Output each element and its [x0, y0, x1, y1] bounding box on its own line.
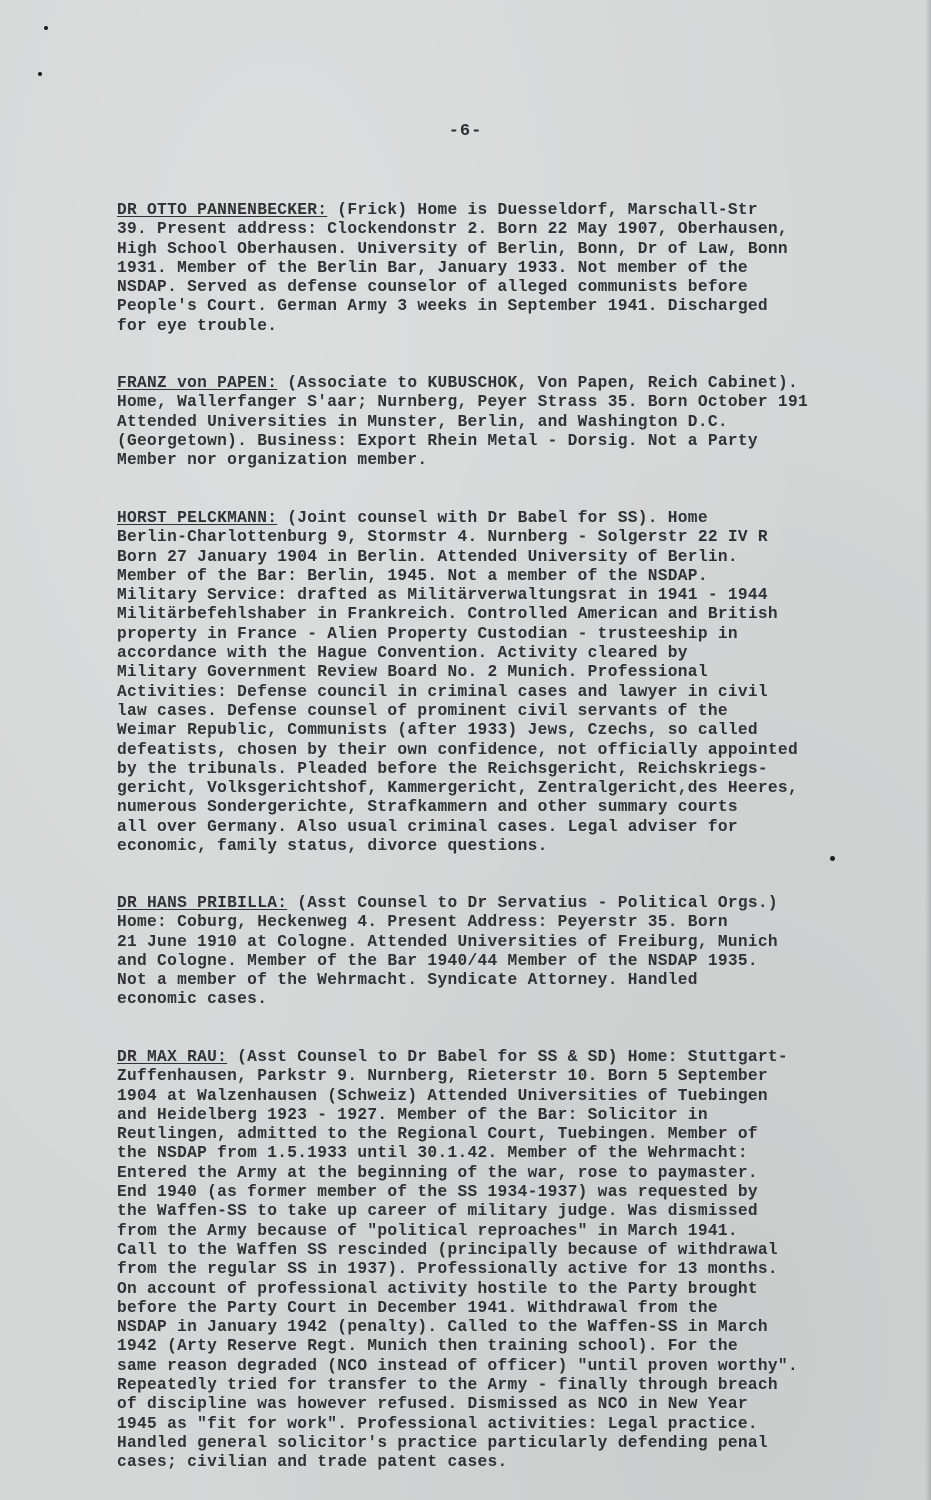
entry-line: and Cologne. Member of the Bar 1940/44 Member of the NSDAP 1935.: [117, 951, 758, 970]
ink-speck: [830, 856, 835, 861]
page-edge-shadow: [925, 0, 931, 1500]
entry-line: economic, family status, divorce questions.: [117, 837, 548, 856]
entry-line: Military Service: drafted as Militärverwaltungsrat in 1941 - 1944: [117, 586, 768, 605]
entry-line: 39. Present address: Clockendonstr 2. Born 22 May 1907, Oberhausen,: [117, 220, 788, 239]
entry-line: cases; civilian and trade patent cases.: [117, 1453, 508, 1472]
entry-line: 1931. Member of the Berlin Bar, January 1933. Not member of the: [117, 258, 748, 277]
entry-line: High School Oberhausen. University of Berlin, Bonn, Dr of Law, Bonn: [117, 239, 788, 258]
entry-line: and Heidelberg 1923 - 1927. Member of the Bar: Solicitor in: [117, 1105, 708, 1124]
entry-line: of discipline was however refused. Dismissed as NCO in New Year: [117, 1395, 748, 1414]
entry-line: Handled general solicitor's practice particularly defending penal: [117, 1433, 768, 1452]
entry-line: Home: Coburg, Heckenweg 4. Present Address: Peyerstr 35. Born: [117, 913, 728, 932]
entry-line: NSDAP. Served as defense counselor of alleged communists before: [117, 278, 748, 297]
entry-line: Born 27 January 1904 in Berlin. Attended University of Berlin.: [117, 547, 738, 566]
entry-line: People's Court. German Army 3 weeks in September 1941. Discharged: [117, 297, 768, 316]
entry-line: same reason degraded (NCO instead of officer) "until proven worthy".: [117, 1356, 798, 1375]
ink-speck: [44, 26, 48, 30]
entry-line: (Joint counsel with Dr Babel for SS). Home: [277, 509, 708, 527]
entry-line: property in France - Alien Property Custodian - trusteeship in: [117, 624, 738, 643]
entry-name: DR MAX RAU:: [117, 1048, 228, 1066]
entry-pelckmann: [117, 509, 917, 856]
entry-line: Reutlingen, admitted to the Regional Court, Tuebingen. Member of: [117, 1125, 758, 1144]
entry-line: accordance with the Hague Convention. Activity cleared by: [117, 644, 688, 663]
entry-line: before the Party Court in December 1941. Withdrawal from the: [117, 1298, 718, 1317]
entry-rau: [117, 1048, 917, 1473]
ink-speck: [38, 72, 42, 76]
entry-name: HORST PELCKMANN:: [117, 509, 278, 527]
entry-name: FRANZ von PAPEN:: [117, 374, 278, 392]
entry-line: Call to the Waffen SS rescinded (principally because of withdrawal: [117, 1240, 778, 1259]
entry-line: Militärbefehlshaber in Frankreich. Controlled American and British: [117, 605, 778, 624]
entry-line: (Associate to KUBUSCHOK, Von Papen, Reich Cabinet).: [277, 374, 798, 392]
entry-line: the Waffen-SS to take up career of military judge. Was dismissed: [117, 1202, 758, 1221]
entry-line: (Asst Counsel to Dr Servatius - Political Orgs.): [287, 894, 778, 912]
entry-line: Activities: Defense council in criminal cases and lawyer in civil: [117, 682, 768, 701]
entry-line: from the regular SS in 1937). Professionally active for 13 months.: [117, 1260, 778, 1279]
entry-line: law cases. Defense counsel of prominent civil servants of the: [117, 701, 728, 720]
entry-line: Home, Wallerfanger S'aar; Nurnberg, Peyer Strass 35. Born October 191: [117, 393, 808, 412]
entry-line: the NSDAP from 1.5.1933 until 30.1.42. Member of the Wehrmacht:: [117, 1144, 748, 1163]
entry-line: all over Germany. Also usual criminal cases. Legal adviser for: [117, 817, 738, 836]
entry-line: NSDAP in January 1942 (penalty). Called to the Waffen-SS in March: [117, 1318, 768, 1337]
entry-line: by the tribunals. Pleaded before the Reichsgericht, Reichskriegs-: [117, 759, 768, 778]
page-number: -6-: [448, 122, 483, 141]
entry-line: 1904 at Walzenhausen (Schweiz) Attended Universities of Tuebingen: [117, 1086, 768, 1105]
entry-line: End 1940 (as former member of the SS 1934-1937) was requested by: [117, 1183, 758, 1202]
entry-line: from the Army because of "political reproaches" in March 1941.: [117, 1221, 738, 1240]
entry-pribilla: [117, 894, 917, 1010]
entry-line: defeatists, chosen by their own confidence, not officially appointed: [117, 740, 798, 759]
entry-line: Member of the Bar: Berlin, 1945. Not a member of the NSDAP.: [117, 566, 708, 585]
entry-line: 1945 as "fit for work". Professional activities: Legal practice.: [117, 1414, 758, 1433]
entry-line: (Asst Counsel to Dr Babel for SS & SD) Home: Stuttgart-: [227, 1048, 788, 1066]
entry-name: DR OTTO PANNENBECKER:: [117, 201, 328, 219]
entry-line: (Georgetown). Business: Export Rhein Metal - Dorsig. Not a Party: [117, 431, 758, 450]
entry-line: Military Government Review Board No. 2 Munich. Professional: [117, 663, 708, 682]
entry-name: DR HANS PRIBILLA:: [117, 894, 288, 912]
entry-line: Attended Universities in Munster, Berlin, and Washington D.C.: [117, 412, 728, 431]
entry-line: On account of professional activity hostile to the Party brought: [117, 1279, 758, 1298]
entry-line: (Frick) Home is Duesseldorf, Marschall-Str: [327, 201, 758, 219]
entry-line: Zuffenhausen, Parkstr 9. Nurnberg, Rieterstr 10. Born 5 September: [117, 1067, 768, 1086]
entry-pannenbecker: [117, 201, 917, 336]
entry-line: 21 June 1910 at Cologne. Attended Universities of Freiburg, Munich: [117, 932, 778, 951]
entry-line: Repeatedly tried for transfer to the Army - finally through breach: [117, 1376, 778, 1395]
entry-line: Member nor organization member.: [117, 451, 428, 470]
entry-line: Weimar Republic, Communists (after 1933) Jews, Czechs, so called: [117, 721, 758, 740]
entry-line: Entered the Army at the beginning of the war, rose to paymaster.: [117, 1163, 758, 1182]
entry-von-papen: [117, 374, 917, 470]
entry-line: numerous Sondergerichte, Strafkammern and other summary courts: [117, 798, 738, 817]
entry-line: Not a member of the Wehrmacht. Syndicate Attorney. Handled: [117, 971, 698, 990]
entry-line: for eye trouble.: [117, 316, 278, 335]
entry-line: gericht, Volksgerichtshof, Kammergericht, Zentralgericht,des Heeres,: [117, 779, 798, 798]
entry-line: Berlin-Charlottenburg 9, Stormstr 4. Nurnberg - Solgerstr 22 IV R: [117, 528, 768, 547]
entry-line: 1942 (Arty Reserve Regt. Munich then training school). For the: [117, 1337, 738, 1356]
entry-line: economic cases.: [117, 990, 268, 1009]
